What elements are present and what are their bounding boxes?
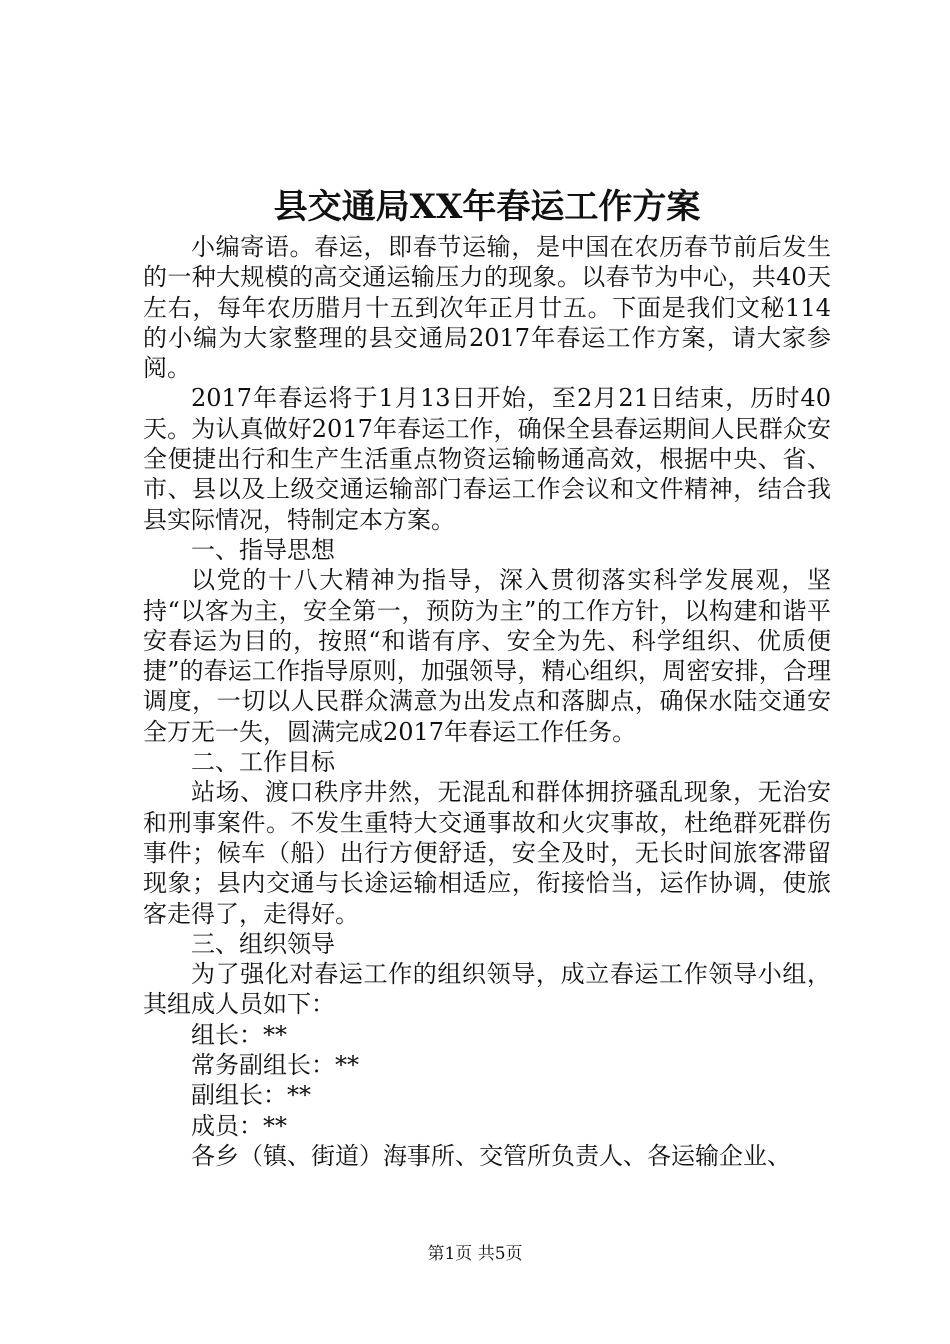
document-page bbox=[143, 182, 831, 1171]
members-list-paragraph: 各乡（镇、街道）海事所、交管所负责人、各运输企业、 bbox=[191, 1141, 791, 1170]
section-heading-work-goals: 二、工作目标 bbox=[191, 748, 335, 777]
section-heading-guiding-thought: 一、指导思想 bbox=[191, 535, 335, 564]
page-title: 县交通局XX年春运工作方案 bbox=[273, 187, 701, 227]
intro-paragraph: 小编寄语。春运，即春节运输，是中国在农历春节前后发生的一种大规模的高交通运输压力的现象。以春节为中心，共40天左右，每年农历腊月十五到次年正月廿五。下面是我们文秘114的小编为大家整理的县交通局2017年春运工作方案，请大家参阅。 bbox=[143, 233, 831, 383]
member-leader: 组长：** bbox=[191, 1020, 287, 1049]
page-number-footer: 第1页 共5页 bbox=[427, 1244, 523, 1264]
organization-paragraph: 为了强化对春运工作的组织领导，成立春运工作领导小组，其组成人员如下： bbox=[143, 960, 831, 1019]
work-goals-paragraph: 站场、渡口秩序井然，无混乱和群体拥挤骚乱现象，无治安和刑事案件。不发生重特大交通事故和火灾事故，杜绝群死群伤事件；候车（船）出行方便舒适，安全及时，无长时间旅客滞留现象；县内交通与长途运输相适应，衔接恰当，运作协调，使旅客走得了，走得好。 bbox=[143, 778, 831, 928]
member-executive-deputy: 常务副组长：** bbox=[191, 1051, 359, 1080]
schedule-paragraph: 2017年春运将于1月13日开始，至2月21日结束，历时40天。为认真做好2017年春运工作，确保全县春运期间人民群众安全便捷出行和生产生活重点物资运输畅通高效，根据中央、省、市、县以及上级交通运输部门春运工作会议和文件精神，结合我县实际情况，特制定本方案。 bbox=[143, 384, 831, 534]
guiding-thought-paragraph: 以党的十八大精神为指导，深入贯彻落实科学发展观，坚持“以客为主，安全第一，预防为主”的工作方针，以构建和谐平安春运为目的，按照“和谐有序、安全为先、科学组织、优质便捷”的春运工作指导原则，加强领导，精心组织，周密安排，合理调度，一切以人民群众满意为出发点和落脚点，确保水陆交通安全万无一失，圆满完成2017年春运工作任务。 bbox=[143, 566, 831, 746]
member-members: 成员：** bbox=[191, 1111, 287, 1140]
member-deputy: 副组长：** bbox=[191, 1081, 311, 1110]
section-heading-organization: 三、组织领导 bbox=[191, 929, 335, 958]
document-body bbox=[143, 232, 831, 1171]
